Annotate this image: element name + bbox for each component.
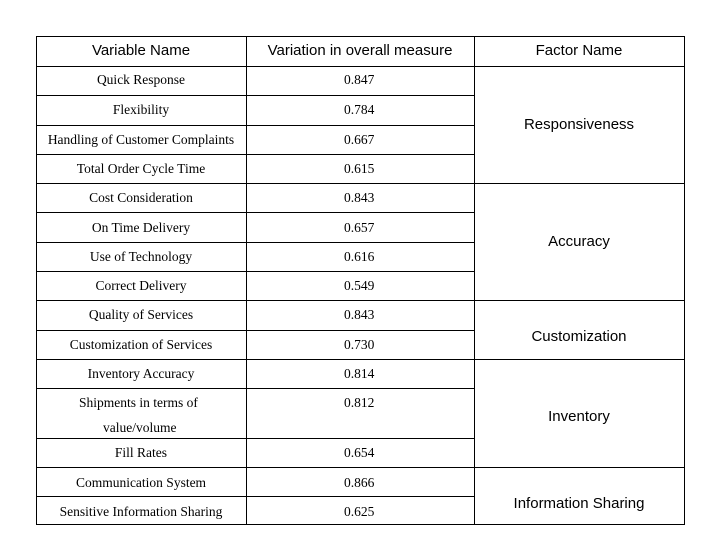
variation-value: 0.843	[344, 307, 375, 322]
variation-value: 0.784	[344, 102, 375, 117]
row-divider	[36, 95, 474, 96]
variation-value: 0.654	[344, 445, 375, 460]
variable-name: Quality of Services	[88, 307, 194, 322]
variation-value: 0.847	[344, 72, 375, 87]
column-divider	[246, 36, 247, 525]
row-divider	[36, 212, 474, 213]
variation-value: 0.615	[344, 161, 375, 176]
variation-value: 0.625	[344, 504, 375, 519]
variable-name: Cost Consideration	[89, 190, 193, 205]
factor-accuracy: Accuracy	[548, 233, 610, 250]
column-divider	[474, 36, 475, 525]
row-divider	[36, 242, 474, 243]
header-variable-name: Variable Name	[91, 42, 191, 59]
row-divider	[36, 438, 474, 439]
variation-value: 0.730	[344, 337, 375, 352]
variable-name: Customization of Services	[69, 337, 213, 352]
variable-name: Communication System	[75, 475, 207, 490]
variable-name: Fill Rates	[114, 445, 168, 460]
row-divider	[36, 300, 684, 301]
row-divider	[36, 496, 474, 497]
variable-name: Shipments in terms of	[79, 395, 198, 410]
variation-value: 0.812	[344, 395, 375, 410]
factor-information-sharing: Information Sharing	[513, 495, 645, 512]
variation-value: 0.814	[344, 366, 375, 381]
row-divider	[36, 330, 474, 331]
factor-responsiveness: Responsiveness	[523, 116, 635, 133]
variable-name: Quick Response	[96, 72, 186, 87]
row-divider	[36, 183, 684, 184]
variation-value: 0.667	[344, 132, 375, 147]
variation-value: 0.616	[344, 249, 375, 264]
variable-name: Inventory Accuracy	[87, 366, 195, 381]
row-divider	[36, 154, 474, 155]
variable-name: Handling of Customer Complaints	[47, 132, 235, 147]
row-divider	[36, 467, 684, 468]
factor-customization: Customization	[531, 328, 627, 345]
factor-inventory: Inventory	[548, 408, 610, 425]
variable-name: Flexibility	[112, 102, 170, 117]
variation-value: 0.549	[344, 278, 375, 293]
variable-name: Correct Delivery	[95, 278, 187, 293]
variable-name: Use of Technology	[89, 249, 193, 264]
variable-name: Sensitive Information Sharing	[59, 504, 223, 519]
variation-value: 0.657	[344, 220, 375, 235]
variable-name: On Time Delivery	[91, 220, 191, 235]
header-variation: Variation in overall measure	[267, 42, 453, 59]
header-factor-name: Factor Name	[535, 42, 623, 59]
variation-value: 0.843	[344, 190, 375, 205]
row-divider	[36, 388, 474, 389]
row-divider	[36, 125, 474, 126]
variable-name: value/volume	[103, 420, 177, 435]
row-divider	[36, 271, 474, 272]
variation-value: 0.866	[344, 475, 375, 490]
row-divider	[36, 359, 684, 360]
row-divider	[36, 66, 684, 67]
variable-name: Total Order Cycle Time	[76, 161, 206, 176]
